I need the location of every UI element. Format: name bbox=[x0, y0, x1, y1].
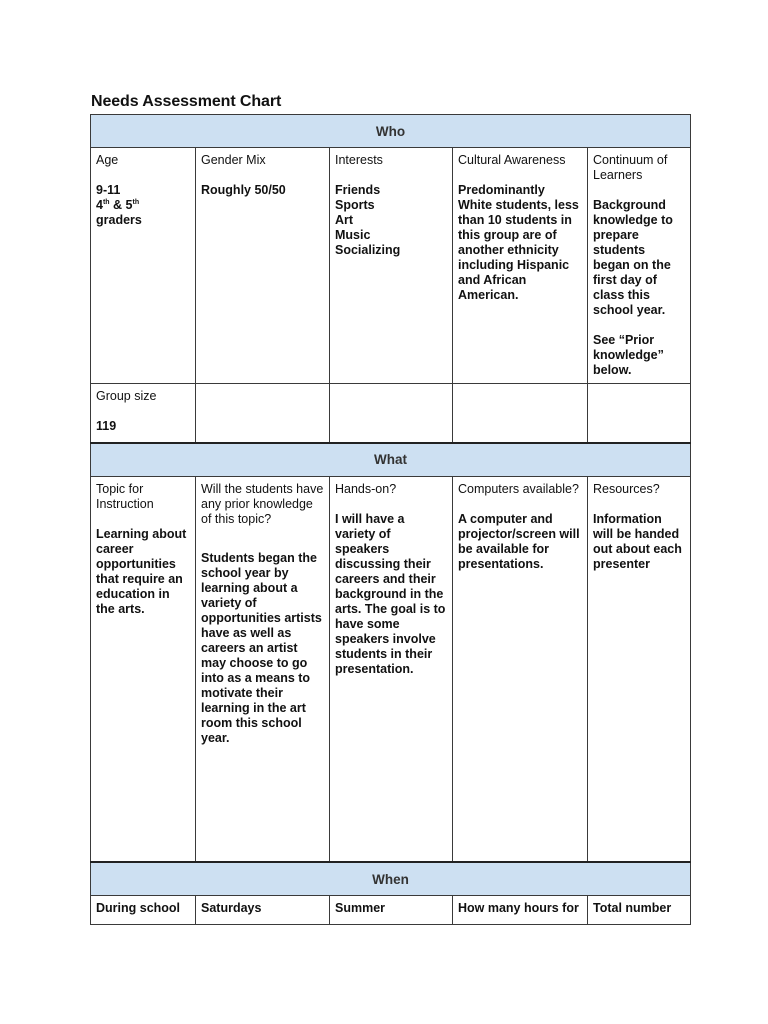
cell-resources bbox=[588, 476, 691, 862]
cell-value: I will have a variety of speakers discussing their careers and their background in the arts. The goal is to have some speakers involve students in their presentation. bbox=[335, 511, 446, 676]
cell-value: Roughly 50/50 bbox=[201, 183, 286, 197]
cell-value: Predominantly White students, less than 10 students in this group are of another ethnicity including Hispanic and African American. bbox=[458, 183, 579, 302]
cell-summer bbox=[330, 896, 453, 925]
when-row-1 bbox=[91, 896, 691, 925]
cell-age bbox=[91, 148, 196, 384]
when-header-row bbox=[91, 862, 691, 896]
cell-value: Socializing bbox=[335, 243, 401, 257]
who-row-1 bbox=[91, 148, 691, 384]
cell-label: Summer bbox=[335, 901, 386, 915]
cell-empty bbox=[196, 384, 330, 443]
cell-empty bbox=[330, 384, 453, 443]
who-header-row bbox=[91, 115, 691, 148]
page-title: Needs Assessment Chart bbox=[91, 93, 282, 110]
cell-group-size bbox=[91, 384, 196, 443]
cell-label: Hands-on? bbox=[335, 481, 397, 496]
cell-topic-for-instruction bbox=[91, 476, 196, 862]
what-row-1 bbox=[91, 476, 691, 862]
cell-value: Sports bbox=[335, 198, 375, 212]
section-header-what: What bbox=[91, 443, 691, 477]
section-header-who: Who bbox=[91, 115, 691, 148]
cell-cultural-awareness bbox=[453, 148, 588, 384]
cell-label: Saturdays bbox=[201, 901, 262, 915]
cell-value: 9-11 bbox=[96, 183, 121, 197]
cell-value: 119 bbox=[96, 419, 117, 433]
cell-value: A computer and projector/screen will be available for presentations. bbox=[458, 511, 580, 571]
cell-saturdays bbox=[196, 896, 330, 925]
cell-hands-on bbox=[330, 476, 453, 862]
cell-total-number bbox=[588, 896, 691, 925]
who-row-2 bbox=[91, 384, 691, 443]
cell-value: graders bbox=[96, 213, 142, 227]
cell-value: Music bbox=[335, 228, 371, 242]
cell-label: Will the students have any prior knowledge of this topic? bbox=[201, 481, 324, 526]
cell-continuum-of-learners bbox=[588, 148, 691, 384]
cell-how-many-hours bbox=[453, 896, 588, 925]
cell-note: See “Prior knowledge” below. bbox=[593, 333, 664, 377]
what-header-row bbox=[91, 443, 691, 477]
cell-label: Group size bbox=[96, 389, 157, 403]
cell-interests bbox=[330, 148, 453, 384]
cell-value: Learning about career opportunities that require an education in the arts. bbox=[96, 526, 187, 616]
cell-value: Background knowledge to prepare students began on the first day of class this school year. bbox=[593, 198, 673, 317]
cell-value: Information will be handed out about each presenter bbox=[593, 511, 682, 571]
cell-label: Cultural Awareness bbox=[458, 153, 566, 167]
needs-assessment-table bbox=[90, 114, 691, 925]
section-header-when: When bbox=[91, 862, 691, 896]
cell-label: Resources? bbox=[593, 481, 660, 496]
cell-prior-knowledge bbox=[196, 476, 330, 862]
cell-gender-mix bbox=[196, 148, 330, 384]
cell-value: Students began the school year by learning about a variety of opportunities artists have as well as careers an artist may choose to go into as a means to motivate their learning in the art room this school year. bbox=[201, 550, 322, 745]
cell-label: Interests bbox=[335, 153, 383, 167]
cell-label: Continuum of Learners bbox=[593, 153, 668, 182]
cell-value: Art bbox=[335, 213, 354, 227]
cell-computers-available bbox=[453, 476, 588, 862]
cell-empty bbox=[453, 384, 588, 443]
cell-label: Gender Mix bbox=[201, 153, 266, 167]
cell-during-school bbox=[91, 896, 196, 925]
cell-label: How many hours for bbox=[458, 901, 579, 915]
cell-label: Age bbox=[96, 153, 119, 167]
cell-value: Friends bbox=[335, 183, 381, 197]
cell-label: During school bbox=[96, 901, 181, 915]
cell-label: Total number bbox=[593, 901, 672, 915]
cell-value-grades: 4th & 5th bbox=[96, 198, 140, 212]
cell-empty bbox=[588, 384, 691, 443]
cell-label: Computers available? bbox=[458, 481, 579, 496]
cell-label: Topic for Instruction bbox=[96, 481, 154, 511]
